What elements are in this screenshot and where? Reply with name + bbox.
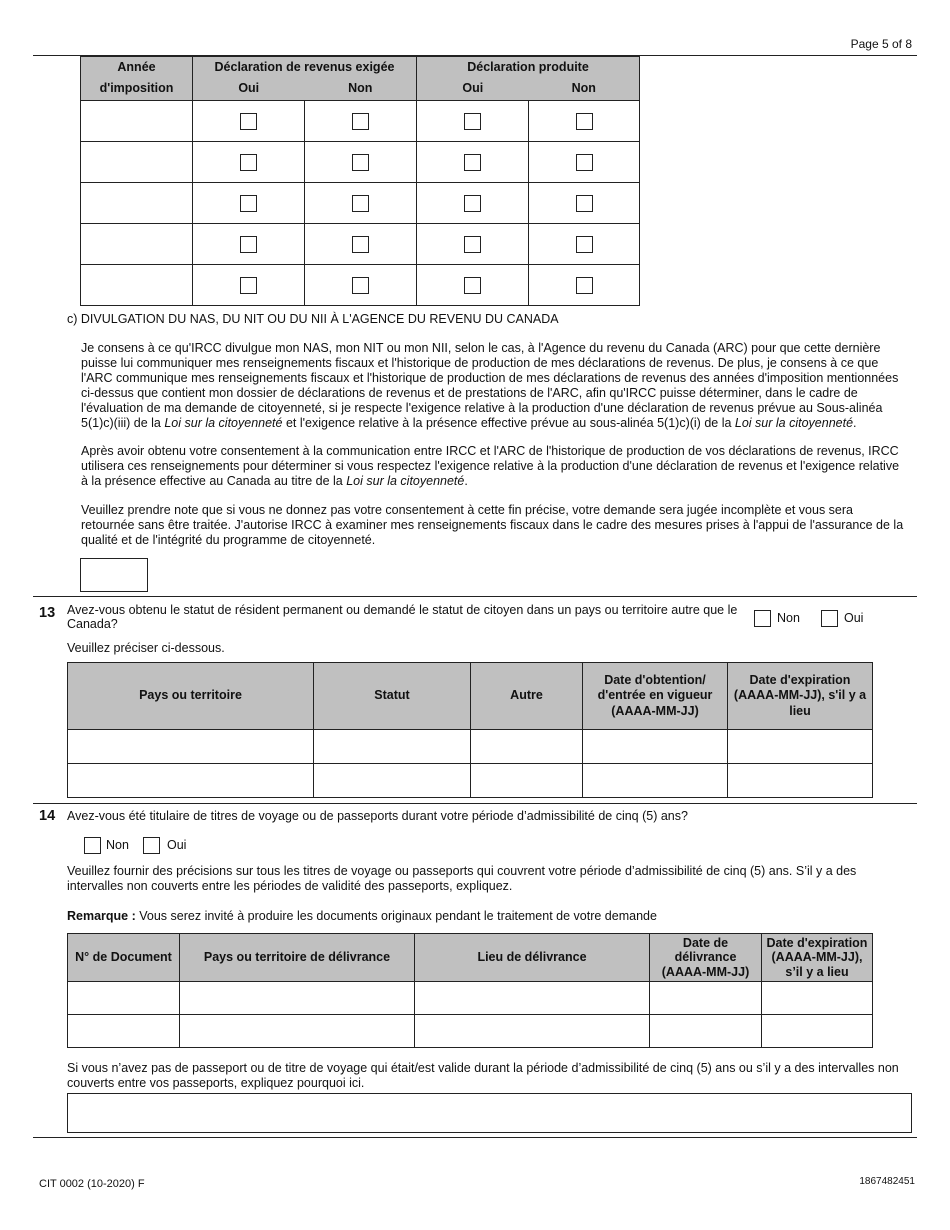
- header-required-no: Non: [305, 79, 417, 101]
- table-row: [81, 142, 640, 183]
- filed-no-checkbox[interactable]: [576, 277, 593, 294]
- page-number: Page 5 of 8: [850, 37, 912, 51]
- other-field[interactable]: [471, 730, 583, 764]
- place-of-issue-field[interactable]: [415, 982, 650, 1015]
- required-no-checkbox[interactable]: [352, 154, 369, 171]
- q13-no-checkbox[interactable]: [754, 610, 771, 627]
- table-row: [81, 183, 640, 224]
- place-of-issue-field[interactable]: [415, 1015, 650, 1048]
- expiry-date-field[interactable]: [728, 730, 873, 764]
- explain-instruction: Si vous n’avez pas de passeport ou de titre de voyage qui était/est valide durant la période d’admissibilité de cinq (5) ans ou s’il y a des intervalles non couverts entre vos passeports, expliquez pourquoi ici.: [67, 1061, 899, 1090]
- q14-instruction: Veuillez fournir des précisions sur tous les titres de voyage ou passeports qui couvrent votre période d’admissibilité de cinq (5) ans. S’il y a des intervalles non couverts entre les périodes de validité des passeports, expliquez.: [67, 864, 857, 893]
- header-document-number: N° de Document: [68, 934, 180, 982]
- q14-yes-label: Oui: [167, 838, 187, 852]
- question-13-text: Avez-vous obtenu le statut de résident permanent ou demandé le statut de citoyen dans un pays ou territoire autre que le Canada?: [67, 603, 738, 631]
- doc-expiry-date-field[interactable]: [762, 1015, 873, 1048]
- table-row: [68, 982, 873, 1015]
- required-no-checkbox[interactable]: [352, 113, 369, 130]
- consent-paragraph-3: Veuillez prendre note que si vous ne donnez pas votre consentement à cette fin précise, votre demande sera jugée incomplète et vous sera retournée sans être traitée. J'autorise IRCC à examiner mes renseignements fiscaux dans le cadre des mesures prises à l'appui de l'assurance de la qualité et de l'intégrité du programme de citoyenneté.: [81, 503, 904, 547]
- q14-no-checkbox[interactable]: [84, 837, 101, 854]
- required-yes-checkbox[interactable]: [240, 195, 257, 212]
- tax-year-field[interactable]: [81, 142, 193, 183]
- required-no-checkbox[interactable]: [352, 236, 369, 253]
- consent-paragraph-1: Je consens à ce qu'IRCC divulgue mon NAS, mon NIT ou mon NII, selon le cas, à l'Agence du revenu du Canada (ARC) pour que cette dernière puisse lui communiquer mes renseignements fiscaux et l'historique de production de mes déclarations de revenus. De plus, je consens à ce que l'ARC communique mes renseignements fiscaux et l'historique de production de mes déclarations de revenus des années d'imposition mentionnées ci-dessus que contient mon dossier de déclarations de revenus et de prestations de l'ARC, afin qu'IRCC puisse déterminer, dans le cadre de l'évaluation de ma demande de citoyenneté, si je respecte l'exigence relative à la production d'une déclaration de revenus prévue au Sous-alinéa 5(1)c)(iii) de la Loi sur la citoyenneté et l'exigence relative à la présence effective prévue au sous-alinéa 5(1)c)(i) de la Loi sur la citoyenneté.: [81, 341, 899, 430]
- q13-instruction: Veuillez préciser ci-dessous.: [67, 641, 225, 655]
- filed-yes-checkbox[interactable]: [464, 113, 481, 130]
- divider-q14: [33, 803, 917, 804]
- required-yes-checkbox[interactable]: [240, 113, 257, 130]
- divider-q13: [33, 596, 917, 597]
- issue-date-field[interactable]: [650, 1015, 762, 1048]
- tax-year-field[interactable]: [81, 101, 193, 142]
- travel-documents-table: [67, 933, 873, 1048]
- q14-no-label: Non: [106, 838, 129, 852]
- other-field[interactable]: [471, 764, 583, 798]
- header-year: Année: [81, 57, 193, 79]
- document-number-field[interactable]: [68, 982, 180, 1015]
- table-row: [81, 265, 640, 306]
- question-14-text: Avez-vous été titulaire de titres de voyage ou de passeports durant votre période d’admissibilité de cinq (5) ans?: [67, 809, 688, 823]
- required-yes-checkbox[interactable]: [240, 154, 257, 171]
- doc-expiry-date-field[interactable]: [762, 982, 873, 1015]
- tax-filing-table: [80, 56, 640, 306]
- status-field[interactable]: [314, 730, 471, 764]
- header-required: Déclaration de revenus exigée: [193, 57, 417, 79]
- obtained-date-field[interactable]: [583, 730, 728, 764]
- table-row: [68, 1015, 873, 1048]
- header-required-yes: Oui: [193, 79, 305, 101]
- header-obtained-date: Date d'obtention/ d'entrée en vigueur (AAAA-MM-JJ): [583, 663, 728, 730]
- tax-year-field[interactable]: [81, 265, 193, 306]
- header-filed: Déclaration produite: [417, 57, 640, 79]
- question-14-number: 14: [39, 808, 56, 824]
- issuing-country-field[interactable]: [180, 982, 415, 1015]
- issuing-country-field[interactable]: [180, 1015, 415, 1048]
- header-doc-expiry-date: Date d'expiration (AAAA-MM-JJ), s’il y a lieu: [762, 934, 873, 982]
- header-place-of-issue: Lieu de délivrance: [415, 934, 650, 982]
- header-other: Autre: [471, 663, 583, 730]
- issue-date-field[interactable]: [650, 982, 762, 1015]
- filed-yes-checkbox[interactable]: [464, 195, 481, 212]
- table-row: [68, 764, 873, 798]
- consent-initials-field[interactable]: [80, 558, 148, 592]
- section-c-heading: c) DIVULGATION DU NAS, DU NIT OU DU NII À L'AGENCE DU REVENU DU CANADA: [67, 312, 559, 326]
- explanation-field[interactable]: [67, 1093, 912, 1133]
- expiry-date-field[interactable]: [728, 764, 873, 798]
- filed-no-checkbox[interactable]: [576, 236, 593, 253]
- bottom-divider: [33, 1137, 917, 1138]
- q13-yes-label: Oui: [844, 611, 864, 625]
- residency-status-table: [67, 662, 873, 798]
- filed-no-checkbox[interactable]: [576, 113, 593, 130]
- required-no-checkbox[interactable]: [352, 195, 369, 212]
- tax-year-field[interactable]: [81, 224, 193, 265]
- country-field[interactable]: [68, 764, 314, 798]
- table-row: [68, 730, 873, 764]
- header-expiry-date: Date d'expiration (AAAA-MM-JJ), s'il y a lieu: [728, 663, 873, 730]
- barcode-number: 1867482451: [859, 1176, 915, 1187]
- status-field[interactable]: [314, 764, 471, 798]
- header-issue-date: Date de délivrance (AAAA-MM-JJ): [650, 934, 762, 982]
- document-number-field[interactable]: [68, 1015, 180, 1048]
- required-yes-checkbox[interactable]: [240, 277, 257, 294]
- filed-yes-checkbox[interactable]: [464, 154, 481, 171]
- table-row: [81, 101, 640, 142]
- q14-remark: Remarque : Vous serez invité à produire les documents originaux pendant le traitement de votre demande: [67, 909, 657, 923]
- q13-yes-checkbox[interactable]: [821, 610, 838, 627]
- filed-yes-checkbox[interactable]: [464, 277, 481, 294]
- tax-year-field[interactable]: [81, 183, 193, 224]
- filed-no-checkbox[interactable]: [576, 195, 593, 212]
- form-code: CIT 0002 (10-2020) F: [39, 1178, 145, 1190]
- question-13-number: 13: [39, 605, 56, 621]
- header-year-line2: d'imposition: [81, 79, 193, 101]
- obtained-date-field[interactable]: [583, 764, 728, 798]
- filed-no-checkbox[interactable]: [576, 154, 593, 171]
- header-status: Statut: [314, 663, 471, 730]
- header-issuing-country: Pays ou territoire de délivrance: [180, 934, 415, 982]
- required-yes-checkbox[interactable]: [240, 236, 257, 253]
- header-country: Pays ou territoire: [68, 663, 314, 730]
- required-no-checkbox[interactable]: [352, 277, 369, 294]
- q13-no-label: Non: [777, 611, 800, 625]
- table-row: [81, 224, 640, 265]
- country-field[interactable]: [68, 730, 314, 764]
- header-filed-no: Non: [529, 79, 640, 101]
- filed-yes-checkbox[interactable]: [464, 236, 481, 253]
- q14-yes-checkbox[interactable]: [143, 837, 160, 854]
- consent-paragraph-2: Après avoir obtenu votre consentement à la communication entre IRCC et l'ARC de l'historique de production de vos déclarations de revenus, IRCC utilisera ces renseignements pour déterminer si vous respectez l'exigence relative à la production d'une déclaration de revenus et l'exigence relative à la présence effective au Canada au titre de la Loi sur la citoyenneté.: [81, 444, 900, 488]
- header-filed-yes: Oui: [417, 79, 529, 101]
